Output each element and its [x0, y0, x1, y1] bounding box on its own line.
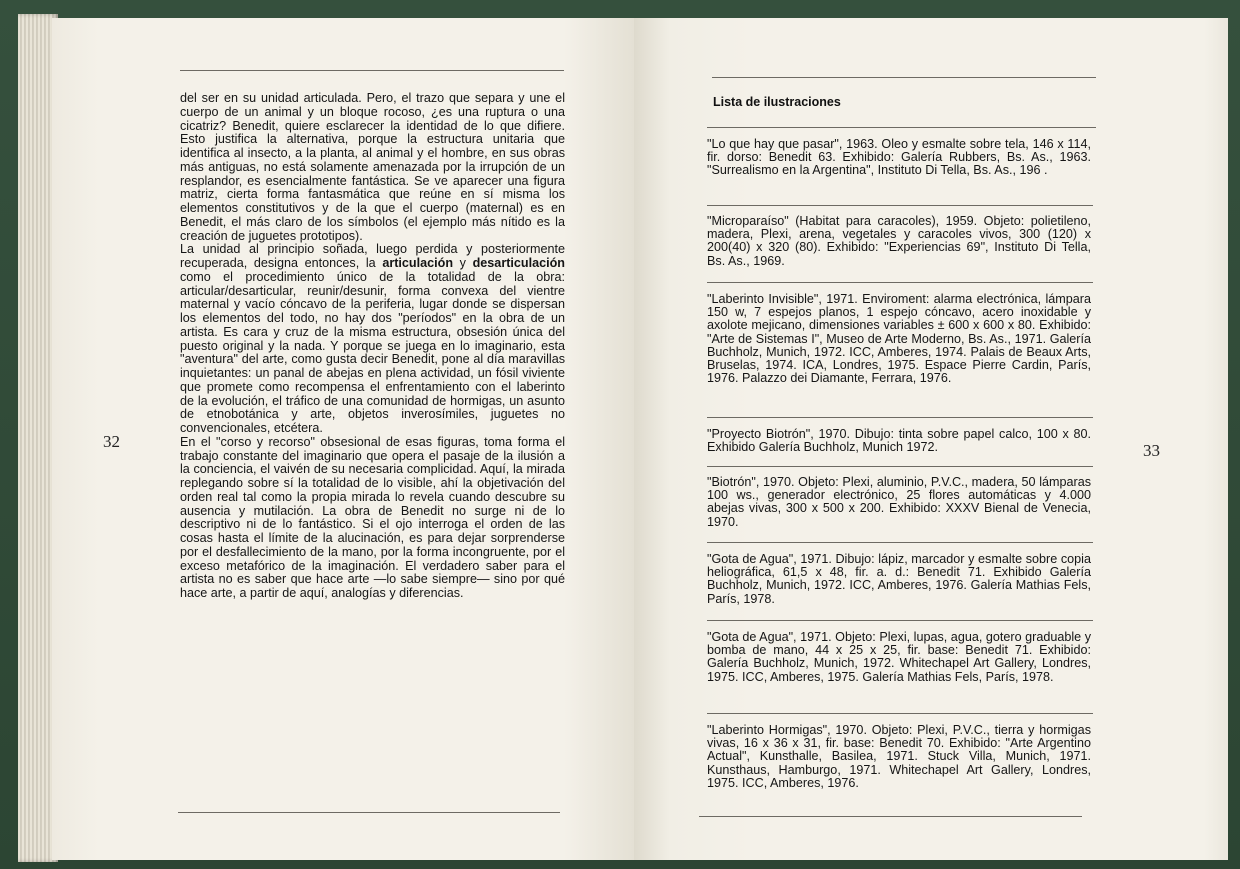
- title-rule: [707, 127, 1096, 128]
- right-bottom-rule: [699, 816, 1082, 817]
- right-top-rule: [712, 77, 1096, 78]
- right-page-number: 33: [1143, 441, 1160, 460]
- emphasis-articulacion: articulación: [382, 256, 454, 270]
- paragraph-3: En el "corso y recorso" obsesional de esas figuras, toma forma el trabajo constante del imaginario que opera el pasaje de la ilusión a la conciencia, el vaivén de su necesaria complicidad. Aquí, la mirada replegando sobre sí la totalidad de lo visible, ahí la objetivación del orden real tal como la propia mirada lo revela cuando descubre su ausencia y mutilación. La obra de Benedit no surge ni de lo descriptivo ni de lo fantástico. Si el ojo interroga el orden de las cosas hasta el límite de la alucinación, es para dejar sorprenderse por el desfallecimiento de la mano, por la forma incongruente, por el exceso metafórico de la imaginación. El verdadero saber para el artista no es saber que hace arte —lo sabe siempre— sino por qué hace arte, a partir de aquí, analogías y diferencias.: [180, 434, 565, 600]
- entry-divider-2: [707, 282, 1093, 283]
- entry-divider-7: [707, 713, 1093, 714]
- entry-divider-3: [707, 417, 1093, 418]
- list-entry-1: "Lo que hay que pasar", 1963. Oleo y esmalte sobre tela, 146 x 114, fir. dorso: Benedit 63. Exhibido: Galería Rubbers, Bs. As., 1963. "Surrealismo en la Argentina", Instituto Di Tella, Bs. As., 196 .: [707, 137, 1091, 178]
- list-entry-8: "Laberinto Hormigas", 1970. Objeto: Plexi, P.V.C., tierra y hormigas vivas, 16 x 36 x 31, fir. base: Benedit 70. Exhibido: "Arte Argentino Actual", Kunsthalle, Basilea, 1971. Stuck Villa, Munich, 1971. Kunsthaus, Hamburgo, 1971. Whitechapel Art Gallery, Londres, 1975. ICC, Amberes, 1976.: [707, 723, 1091, 790]
- essay-body: [180, 92, 565, 601]
- left-page-number: 32: [103, 432, 120, 451]
- list-entry-3: "Laberinto Invisible", 1971. Enviroment: alarma electrónica, lámpara 150 w, 7 espejos planos, 1 espejo cóncavo, acero inoxidable y axolote mejicano, dimensiones variables ± 600 x 600 x 80. Exhibido: "Arte de Sistemas I", Museo de Arte Moderno, Bs. As., 1971. Galería Buchholz, Munich, 1972. ICC, Amberes, 1974. Palais de Beaux Arts, Bruselas, 1974. ICA, Londres, 1975. Espace Pierre Cardin, París, 1976. Palazzo dei Diamante, Ferrara, 1976.: [707, 292, 1091, 386]
- paragraph-1: del ser en su unidad articulada. Pero, el trazo que separa y une el cuerpo de un animal y un bloque rocoso, ¿es una ruptura o una cicatriz? Benedit, quiere esclarecer la identidad de lo que difiere. Esto justifica la alternativa, porque la estructura unitaria que identifica al insecto, a la planta, al animal y el hombre, en sus obras más antiguas, no está solamente amenazada por la irrupción de un resplandor, es esencialmente fantástica. Se ve aparecer una figura matriz, cierta forma fantasmática que reúne en sí misma los elementos constitutivos y de la que el cuerpo (maternal) es en Benedit, el más claro de los símbolos (el ejemplo más nítido es la creación de juguetes prototipos).: [180, 91, 565, 243]
- entry-divider-4: [707, 466, 1093, 467]
- left-bottom-rule: [178, 812, 560, 813]
- list-entry-4: "Proyecto Biotrón", 1970. Dibujo: tinta sobre papel calco, 100 x 80. Exhibido Galería Buchholz, Munich 1972.: [707, 427, 1091, 455]
- entry-divider-6: [707, 620, 1093, 621]
- list-entry-2: "Microparaíso" (Habitat para caracoles), 1959. Objeto: polietileno, madera, Plexi, arena, vegetales y caracoles vivos, 300 (120) x 200(40) x 320 (80). Exhibido: "Experiencias 69", Instituto Di Tella, Bs. As., 1969.: [707, 214, 1091, 268]
- list-entry-6: "Gota de Agua", 1971. Dibujo: lápiz, marcador y esmalte sobre copia heliográfica, 61,5 x 48, fir. a. d.: Benedit 71. Exhibido Galería Buchholz, Munich, 1972. ICC, Amberes, 1976. Galería Mathias Fels, París, 1978.: [707, 552, 1091, 606]
- paragraph-2: La unidad al principio soñada, luego perdida y posteriormente recuperada, designa entonces, la articulación y desarticulación como el procedimiento único de la totalidad de la obra: articular/desarticular, reunir/desunir, forma convexa del vientre maternal y vacío cóncavo de la periferia, lugar donde se dispersan los elementos del todo, no hay dos "períodos" en la obra de un artista. Es cara y cruz de la misma estructura, obsesión única del puesto original y la nada. Y porque se juega en lo imaginario, esta "aventura" del arte, como gusta decir Benedit, pone al día maravillas inquietantes: un panal de abejas en plena actividad, un fósil viviente que promete como recompensa el enfrentamiento con el laberinto de la evolución, el tráfico de una comunidad de hormigas, un asunto de etnobotánica y arte, objetos inverosímiles, juguetes no convencionales, etcétera.: [180, 242, 565, 435]
- entry-divider-5: [707, 542, 1093, 543]
- list-title: Lista de ilustraciones: [713, 95, 841, 109]
- list-entry-5: "Biotrón", 1970. Objeto: Plexi, aluminio, P.V.C., madera, 50 lámparas 100 ws., generador electrónico, 25 flores automáticas y 4.000 abejas vivas, 300 x 500 x 200. Exhibido: XXXV Bienal de Venecia, 1970.: [707, 475, 1091, 529]
- entry-divider-1: [707, 205, 1093, 206]
- list-entry-7: "Gota de Agua", 1971. Objeto: Plexi, lupas, agua, gotero graduable y bomba de mano, 44 x 25 x 25, fir. base: Benedit 71. Exhibido: Galería Buchholz, Munich, 1972. Whitechapel Art Gallery, Londres, 1975. ICC, Amberes, 1975. Galería Mathias Fels, París, 1978.: [707, 630, 1091, 684]
- left-top-rule: [180, 70, 564, 71]
- emphasis-desarticulacion: desarticulación: [472, 256, 565, 270]
